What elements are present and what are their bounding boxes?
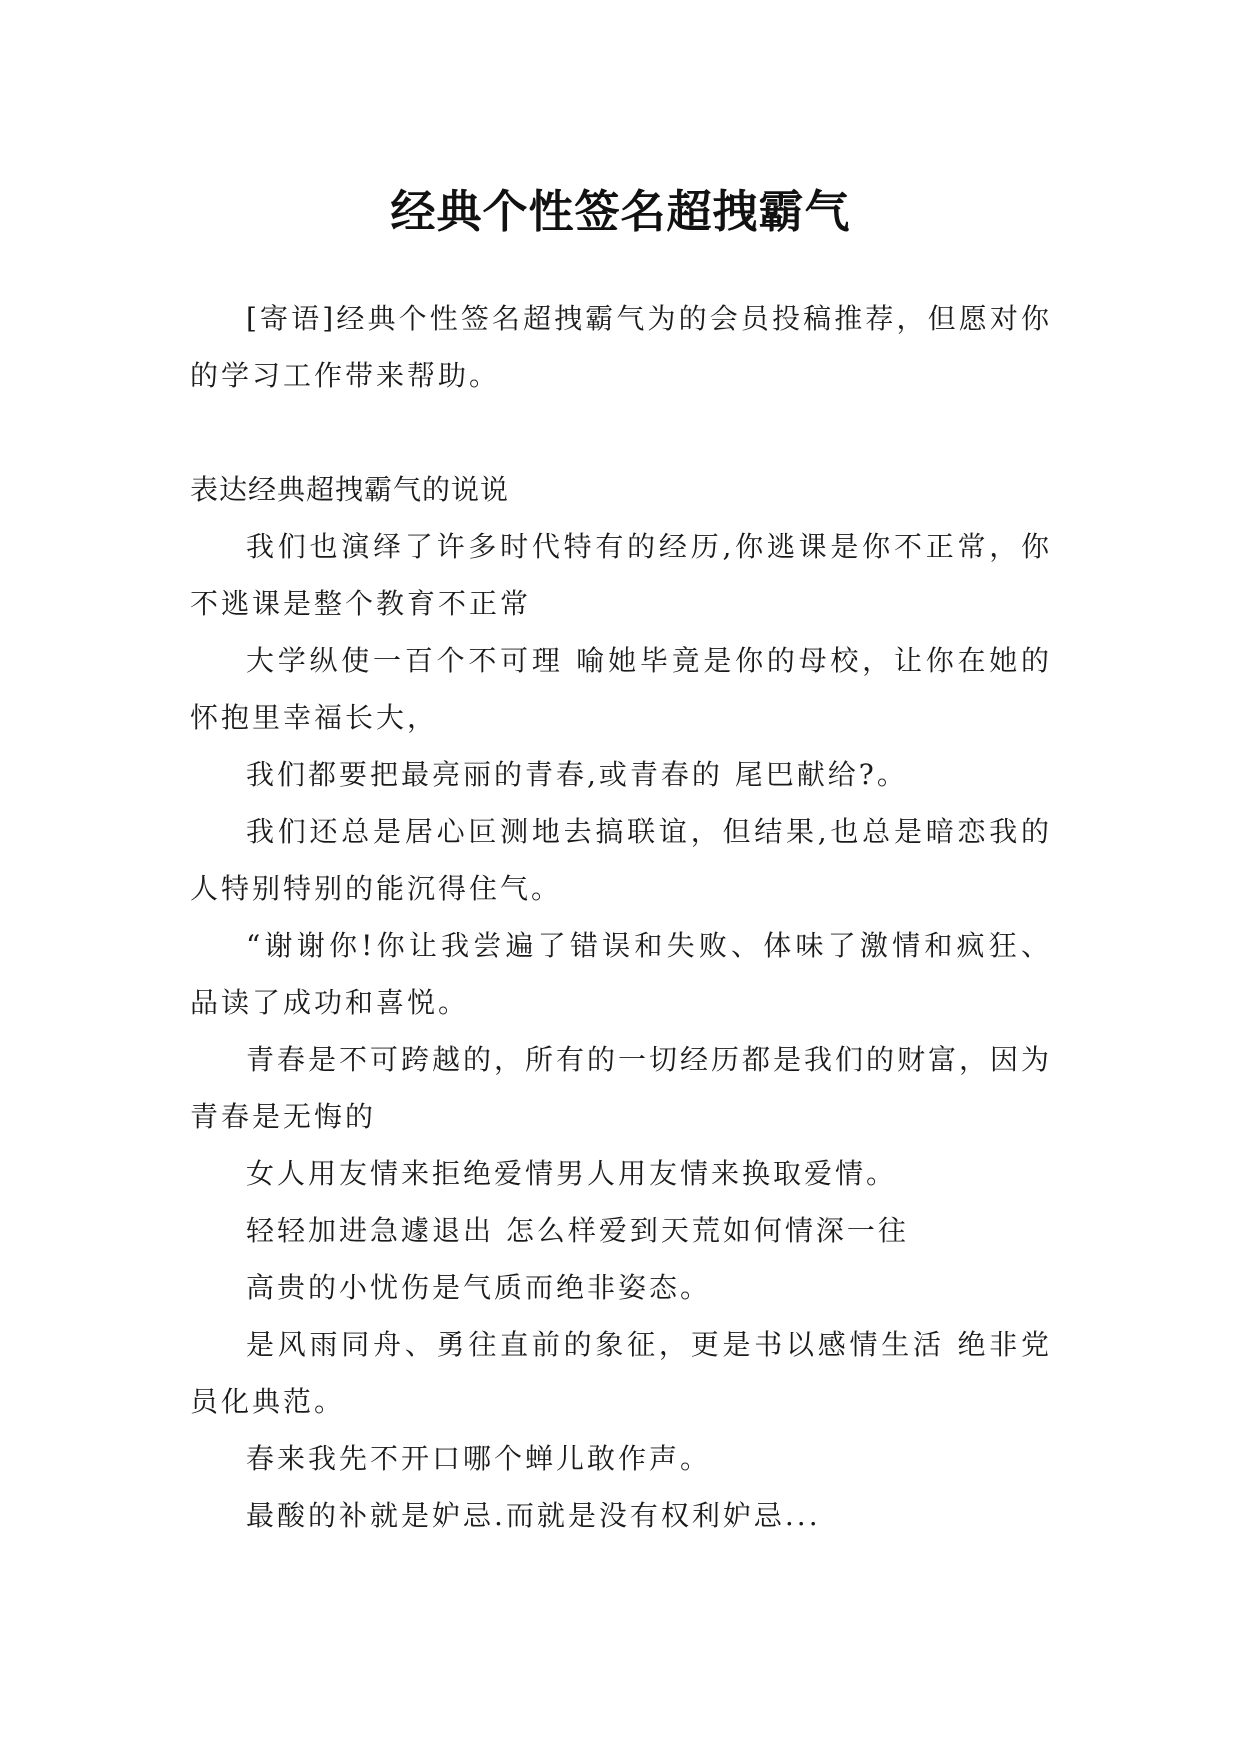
body-paragraph: “谢谢你!你让我尝遍了错误和失败、体味了激情和疯狂、品读了成功和喜悦。 [190,929,1052,1019]
body-paragraph: 轻轻加进急遽退出 怎么样爱到天荒如何情深一往 [246,1214,909,1247]
body-paragraph: 女人用友情来拒绝爱情男人用友情来换取爱情。 [246,1157,898,1190]
body-paragraph: 大学纵使一百个不可理 喻她毕竟是你的母校，让你在她的怀抱里幸福长大， [190,644,1052,734]
body-paragraph: 我们还总是居心叵测地去搞联谊，但结果,也总是暗恋我的人特别特别的能沉得住气。 [190,815,1052,905]
document-body [190,290,1052,1544]
body-paragraph: 高贵的小忧伤是气质而绝非姿态。 [246,1271,712,1304]
body-paragraph: 我们也演绎了许多时代特有的经历,你逃课是你不正常，你不逃课是整个教育不正常 [190,530,1052,620]
intro-paragraph: [寄语]经典个性签名超拽霸气为的会员投稿推荐，但愿对你的学习工作带来帮助。 [190,302,1052,392]
document-title: 经典个性签名超拽霸气 [390,185,851,239]
body-paragraph: 我们都要把最亮丽的青春,或青春的 尾巴献给?。 [246,758,908,791]
body-paragraph: 是风雨同舟、勇往直前的象征，更是书以感情生活 绝非党员化典范。 [190,1328,1052,1418]
body-paragraph: 青春是不可跨越的，所有的一切经历都是我们的财富，因为青春是无悔的 [190,1043,1053,1133]
body-paragraph: 春来我先不开口哪个蝉儿敢作声。 [246,1442,712,1475]
body-paragraph: 最酸的补就是妒忌.而就是没有权利妒忌... [246,1499,821,1532]
section-heading: 表达经典超拽霸气的说说 [190,473,510,506]
